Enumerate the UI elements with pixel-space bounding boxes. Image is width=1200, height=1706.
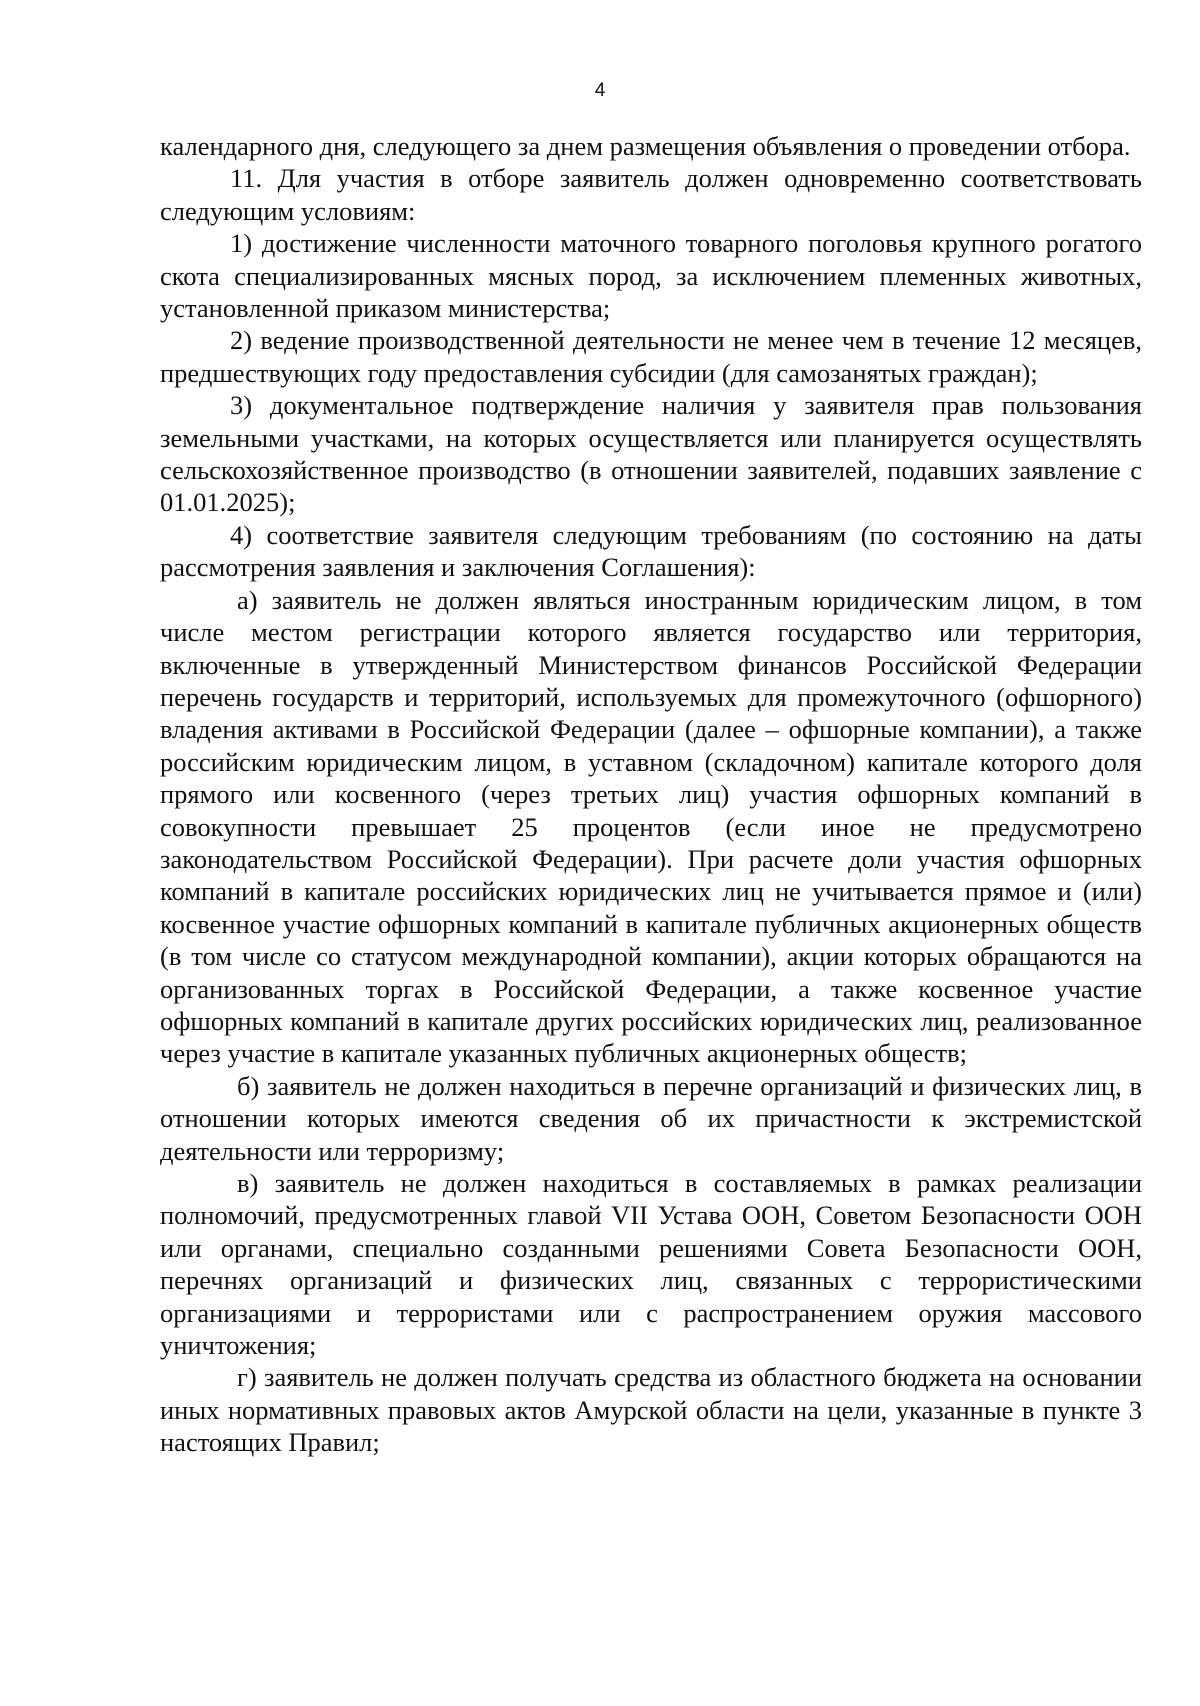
paragraph-requirement-a: а) заявитель не должен являться иностранным юридическим лицом, в том числе местом регистрации которого является государство или территория, включенные в утвержденный Министерством финансов Российской Федерации перечень государств и территорий, используемых для промежуточного (офшорного) владения активами в Российской Федерации (далее – офшорные компании), а также российским юридическим лицом, в уставном (складочном) капитале которого доля прямого или косвенного (через третьих лиц) участия офшорных компаний в совокупности превышает 25 процентов (если иное не предусмотрено законодательством Российской Федерации). При расчете доли участия офшорных компаний в капитале российских юридических лиц не учитывается прямое и (или) косвенное участие офшорных компаний в капитале публичных акционерных обществ (в том числе со статусом международной компании), акции которых обращаются на организованных торгах в Российской Федерации, а также косвенное участие офшорных компаний в капитале других российских юридических лиц, реализованное через участие в капитале указанных публичных акционерных обществ; (160, 584, 1142, 1069)
paragraph-requirement-v: в) заявитель не должен находиться в составляемых в рамках реализации полномочий, предусмотренных главой VII Устава ООН, Советом Безопасности ООН или органами, специально созданными решениями Совета Безопасности ООН, перечнях организаций и физических лиц, связанных с террористическими организациями и террористами или с распространением оружия массового уничтожения; (160, 1168, 1142, 1361)
paragraph-condition-4: 4) соответствие заявителя следующим требованиям (по состоянию на даты рассмотрения заявления и заключения Соглашения): (160, 519, 1142, 583)
paragraph-condition-3: 3) документальное подтверждение наличия у заявителя прав пользования земельными участками, на которых осуществляется или планируется осуществлять сельскохозяйственное производство (в отношении заявителей, подавших заявление с 01.01.2025); (160, 390, 1142, 518)
document-body (160, 130, 1142, 1459)
paragraph-continuation: календарного дня, следующего за днем размещения объявления о проведении отбора. (160, 131, 1131, 161)
paragraph-requirement-g: г) заявитель не должен получать средства из областного бюджета на основании иных нормативных правовых актов Амурской области на цели, указанные в пункте 3 настоящих Правил; (160, 1362, 1142, 1458)
paragraph-condition-2: 2) ведение производственной деятельности не менее чем в течение 12 месяцев, предшествующих году предоставления субсидии (для самозанятых граждан); (160, 325, 1142, 388)
paragraph-requirement-b: б) заявитель не должен находиться в перечне организаций и физических лиц, в отношении которых имеются сведения об их причастности к экстремистской деятельности или терроризму; (160, 1070, 1142, 1166)
paragraph-condition-1: 1) достижение численности маточного товарного поголовья крупного рогатого скота специализированных мясных пород, за исключением племенных животных, установленной приказом министерства; (160, 228, 1142, 324)
paragraph-item-11: 11. Для участия в отборе заявитель должен одновременно соответствовать следующим условиям: (160, 163, 1142, 226)
page-number: 4 (594, 80, 606, 101)
